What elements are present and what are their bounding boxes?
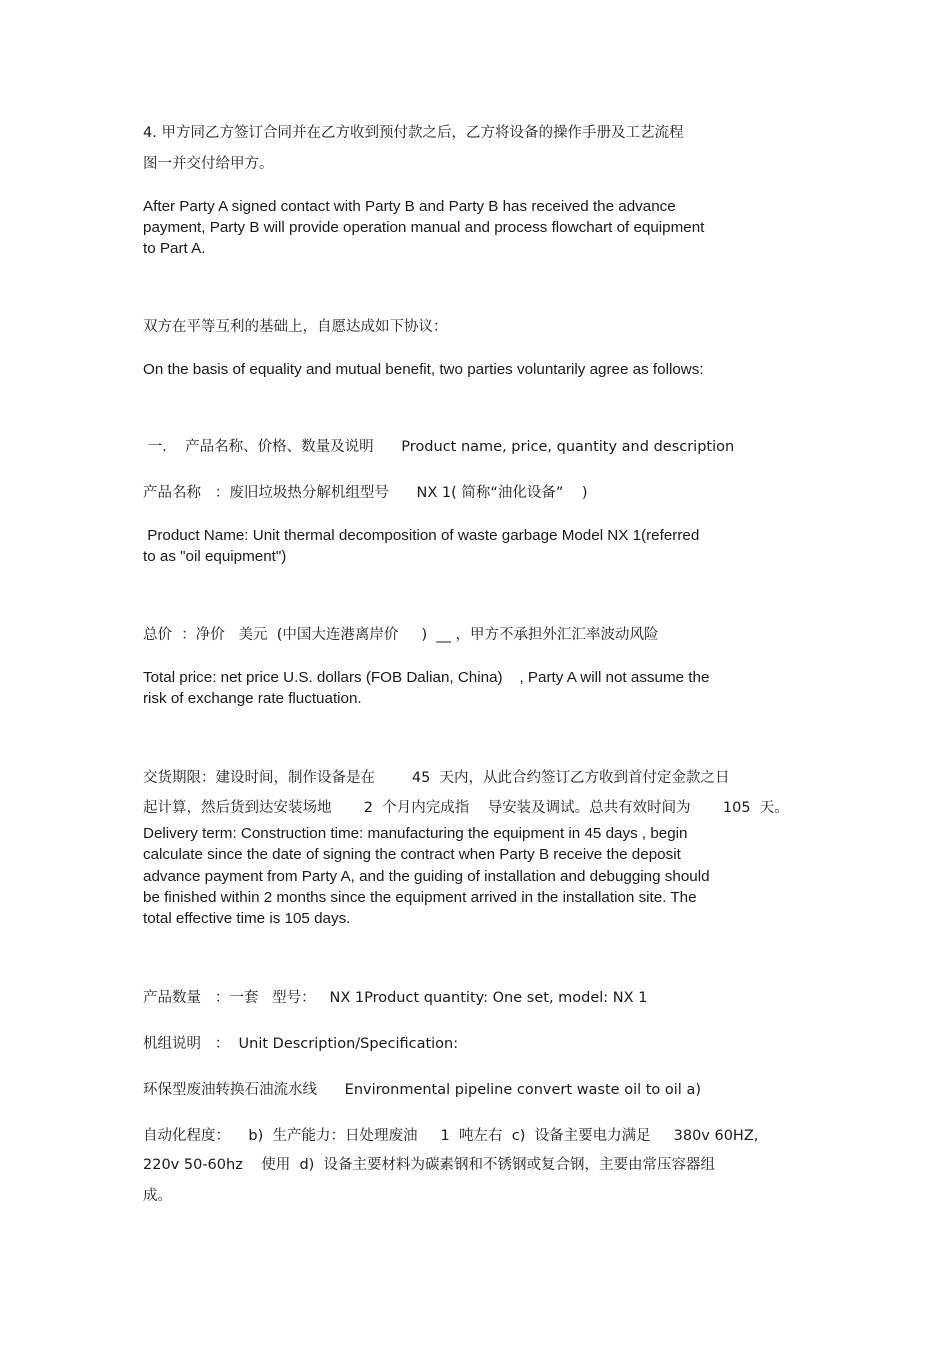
product-name-en-line-2: to as "oil equipment")	[143, 548, 287, 565]
delivery-term-en-line-2: calculate since the date of signing the contract when Party B receive the deposit	[143, 846, 681, 863]
clause-4-zh-line-1: 4. 甲方同乙方签订合同并在乙方收到预付款之后，乙方将设备的操作手册及工艺流程	[143, 125, 684, 141]
clause-4-en-line-2: payment, Party B will provide operation manual and process flowchart of equipment	[143, 219, 705, 236]
clause-4-en-line-1: After Party A signed contact with Party B and Party B has received the advance	[143, 198, 676, 215]
product-name-en-line-1: Product Name: Unit thermal decomposition of waste garbage Model NX 1(referred	[143, 527, 700, 544]
delivery-term-zh-line-1: 交货期限：建设时间，制作设备是在 45 天内，从此合约签订乙方收到首付定金款之日	[143, 770, 730, 786]
automation-line-3: 成。	[143, 1188, 172, 1204]
delivery-term-en-line-3: advance payment from Party A, and the guiding of installation and debugging should	[143, 868, 710, 885]
total-price-en-line-1: Total price: net price U.S. dollars (FOB Dalian, China) , Party A will not assume the	[143, 669, 710, 686]
total-price-zh: 总价 ：净价 美元 (中国大连港离岸价 ) __ ，甲方不承担外汇汇率波动风险	[143, 627, 659, 643]
pipeline-line: 环保型废油转换石油流水线 Environmental pipeline convert waste oil to oil a)	[143, 1082, 701, 1098]
agreement-intro-en: On the basis of equality and mutual benefit, two parties voluntarily agree as follows:	[143, 361, 704, 378]
section-1-heading: 一. 产品名称、价格、数量及说明 Product name, price, quantity and description	[143, 439, 735, 455]
clause-4-zh-line-2: 图一并交付给甲方。	[143, 156, 274, 172]
clause-4-en-line-3: to Part A.	[143, 240, 206, 257]
delivery-term-en-line-5: total effective time is 105 days.	[143, 910, 351, 927]
product-quantity-line: 产品数量 ：一套 型号： NX 1Product quantity: One set, model: NX 1	[143, 990, 648, 1006]
delivery-term-zh-line-2: 起计算，然后货到达安装场地 2 个月内完成指 导安装及调试。总共有效时间为 105 天。	[143, 800, 789, 816]
automation-line-2: 220v 50-60hz 使用 d) 设备主要材料为碳素钢和不锈钢或复合钢，主要由常压容器组	[143, 1157, 716, 1173]
automation-line-1: 自动化程度： b) 生产能力：日处理废油 1 吨左右 c) 设备主要电力满足 380v 60HZ,	[143, 1128, 759, 1144]
product-name-zh: 产品名称 ：废旧垃圾热分解机组型号 NX 1( 简称“油化设备” )	[143, 485, 588, 501]
delivery-term-en-line-4: be finished within 2 months since the equipment arrived in the installation site. The	[143, 889, 697, 906]
agreement-intro-zh: 双方在平等互利的基础上，自愿达成如下协议：	[143, 319, 448, 335]
delivery-term-en-line-1: Delivery term: Construction time: manufacturing the equipment in 45 days , begin	[143, 825, 688, 842]
total-price-en-line-2: risk of exchange rate fluctuation.	[143, 690, 362, 707]
unit-description-line: 机组说明 ： Unit Description/Specification:	[143, 1036, 459, 1052]
